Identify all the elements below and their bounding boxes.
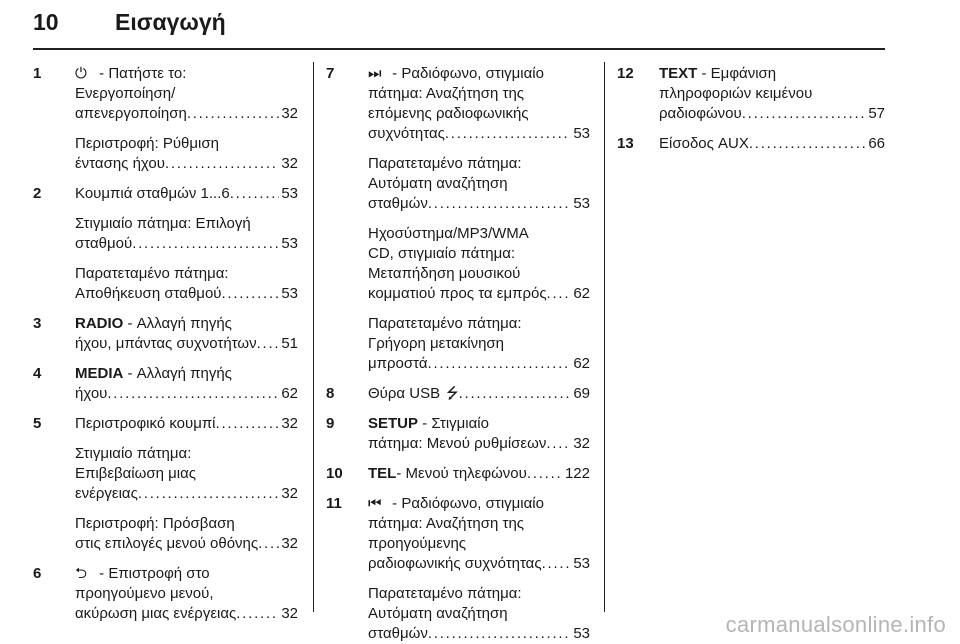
page-ref[interactable]: 62 [573, 355, 590, 372]
page-ref[interactable]: 32 [281, 155, 298, 172]
media-keyword: MEDIA [75, 365, 124, 382]
index-entry-9: 9 SETUP - Στιγμιαίο πάτημα: Μενού ρυθμίσεων . . . 32 [326, 414, 590, 454]
page-ref[interactable]: 122 [564, 465, 590, 482]
index-entry-13: 13 Είσοδος AUX . . . 66 [617, 134, 885, 154]
setup-keyword: SETUP [368, 415, 419, 432]
entry-number: 11 [326, 495, 342, 512]
entry-number: 5 [33, 415, 42, 432]
column-divider [313, 62, 314, 612]
index-column-3 [617, 64, 885, 154]
page-ref[interactable]: 53 [281, 185, 298, 202]
page-ref[interactable]: 32 [281, 485, 298, 502]
entry-number: 2 [33, 185, 42, 202]
column-divider [604, 62, 605, 612]
index-entry-11: 11 ⏮ - Ραδιόφωνο, στιγμιαίο πάτημα: Αναζήτηση της προηγούμενης ραδιοφωνικής συχνότητας . . . 53 Παρατεταμένο πάτημα: Αυτόματη αναζήτηση σταθμών . . . 53 [326, 494, 590, 644]
index-column-2 [326, 64, 590, 644]
index-entry-7: 7 ⏭ - Ραδιόφωνο, στιγμιαίο πάτημα: Αναζήτηση της επόμενης ραδιοφωνικής συχνότητας . . . 53 Παρατεταμένο πάτημα: Αυτόματη αναζήτηση σταθμών . . . 53 Ηχοσύστημα/MP3/WMA CD, στιγμιαίο πάτημα: Μεταπήδηση μουσικού κομματιού προς τα εμπρός . . . 62 Παρατεταμένο πάτημα: Γρήγορη μετακίνηση μπροστά . . . 62 [326, 64, 590, 374]
index-entry-5: 5 Περιστροφικό κουμπί . . . 32 Στιγμιαίο πάτημα: Επιβεβαίωση μιας ενέργειας . . . 32 Περιστροφή: Πρόσβαση στις επιλογές μενού οθόνης . . . 32 [33, 414, 298, 554]
entry-number: 1 [33, 65, 42, 82]
index-entry-6: 6 ⮌ - Επιστροφή στο προηγούμενο μενού, ακύρωση μιας ενέργειας . . . 32 [33, 564, 298, 624]
next-track-icon: ⏭ [368, 65, 382, 82]
header-rule [33, 48, 885, 50]
page-ref[interactable]: 32 [281, 535, 298, 552]
page-ref[interactable]: 66 [868, 135, 885, 152]
tel-keyword: TEL [368, 465, 397, 482]
page-ref[interactable]: 53 [573, 555, 590, 572]
entry-number: 4 [33, 365, 42, 382]
page-ref[interactable]: 32 [573, 435, 590, 452]
index-entry-10: 10 TEL - Μενού τηλεφώνου . . . 122 [326, 464, 590, 484]
index-column-1 [33, 64, 298, 624]
page-ref[interactable]: 53 [281, 285, 298, 302]
watermark: carmanualsonline.info [725, 612, 946, 637]
page-ref[interactable]: 32 [281, 415, 298, 432]
index-entry-4: 4 MEDIA - Αλλαγή πηγής ήχου . . . 62 [33, 364, 298, 404]
radio-keyword: RADIO [75, 315, 124, 332]
page-title: Εισαγωγή [115, 9, 226, 35]
page-ref[interactable]: 62 [573, 285, 590, 302]
page-number: 10 [33, 9, 59, 35]
entry-number: 12 [617, 65, 634, 82]
page-ref[interactable]: 53 [573, 195, 590, 212]
usb-icon: ⭍ [446, 385, 459, 402]
page-ref[interactable]: 69 [573, 385, 590, 402]
index-entry-8: 8 Θύρα USB ⭍ . . . 69 [326, 384, 590, 404]
back-arrow-icon: ⮌ [75, 565, 88, 582]
page-header [33, 6, 885, 48]
page-ref[interactable]: 51 [281, 335, 298, 352]
page-ref[interactable]: 53 [573, 625, 590, 642]
entry-number: 3 [33, 315, 42, 332]
index-entry-2: 2 Κουμπιά σταθμών 1...6 . . . 53 Στιγμιαίο πάτημα: Επιλογή σταθμού . . . 53 Παρατεταμένο πάτημα: Αποθήκευση σταθμού . . . 53 [33, 184, 298, 304]
page-ref[interactable]: 32 [281, 605, 298, 622]
page-ref[interactable]: 62 [281, 385, 298, 402]
index-entry-1: 1 ⏻ - Πατήστε το: Ενεργοποίηση/ απενεργοποίηση . . . 32 Περιστροφή: Ρύθμιση έντασης ήχου . . . 32 [33, 64, 298, 174]
previous-track-icon: ⏮ [368, 495, 382, 512]
page-ref[interactable]: 53 [573, 125, 590, 142]
text-keyword: TEXT [659, 65, 698, 82]
entry-number: 7 [326, 65, 335, 82]
page-ref[interactable]: 53 [281, 235, 298, 252]
entry-number: 6 [33, 565, 42, 582]
power-icon: ⏻ [75, 65, 87, 82]
index-entry-12: 12 TEXT - Εμφάνιση πληροφοριών κειμένου ραδιοφώνου . . . 57 [617, 64, 885, 124]
page-ref[interactable]: 32 [281, 105, 298, 122]
entry-number: 10 [326, 465, 343, 482]
entry-number: 9 [326, 415, 335, 432]
entry-number: 8 [326, 385, 335, 402]
entry-number: 13 [617, 135, 634, 152]
page-ref[interactable]: 57 [868, 105, 885, 122]
index-entry-3: 3 RADIO - Αλλαγή πηγής ήχου, μπάντας συχνοτήτων . . . 51 [33, 314, 298, 354]
